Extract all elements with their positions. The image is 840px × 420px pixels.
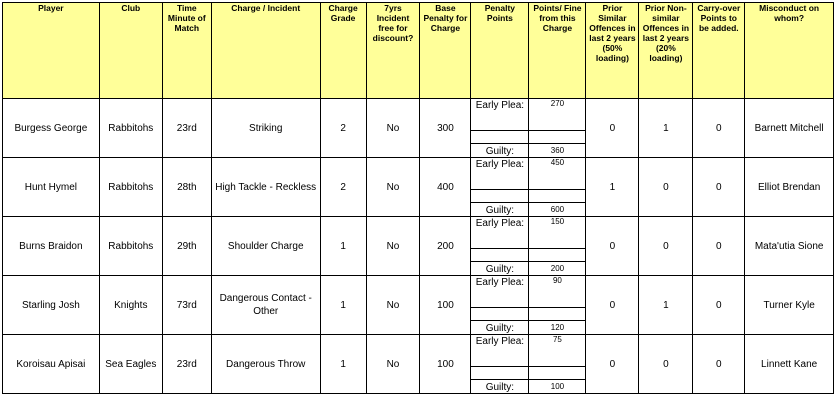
time-cell: 28th [162, 158, 211, 217]
guilty-label: Guilty: [471, 203, 529, 217]
plea-spacer [471, 367, 529, 380]
early-plea-label: Early Plea: [471, 217, 529, 249]
guilty-points: 100 [529, 380, 586, 394]
early-plea-points: 150 [529, 217, 586, 249]
free-cell: No [366, 217, 420, 276]
guilty-label: Guilty: [471, 380, 529, 394]
carry-over-cell: 0 [693, 99, 745, 158]
charge-cell: Dangerous Contact - Other [211, 276, 320, 335]
header-time: Time Minute of Match [162, 3, 211, 99]
free-cell: No [366, 276, 420, 335]
plea-spacer [471, 190, 529, 203]
prior-nonsimilar-cell: 1 [639, 99, 693, 158]
charge-cell: Striking [211, 99, 320, 158]
guilty-label: Guilty: [471, 262, 529, 276]
prior-similar-cell: 0 [586, 335, 639, 394]
free-cell: No [366, 335, 420, 394]
base-cell: 100 [420, 335, 471, 394]
prior-similar-cell: 0 [586, 99, 639, 158]
time-cell: 23rd [162, 99, 211, 158]
grade-cell: 1 [320, 335, 366, 394]
misconduct-cell: Mata'utia Sione [745, 217, 834, 276]
early-plea-label: Early Plea: [471, 276, 529, 308]
player-cell: Starling Josh [3, 276, 100, 335]
misconduct-cell: Turner Kyle [745, 276, 834, 335]
table-row [3, 99, 834, 131]
early-plea-label: Early Plea: [471, 99, 529, 131]
early-plea-label: Early Plea: [471, 158, 529, 190]
early-plea-points: 90 [529, 276, 586, 308]
plea-spacer [471, 249, 529, 262]
guilty-points: 360 [529, 144, 586, 158]
player-cell: Burgess George [3, 99, 100, 158]
carry-over-cell: 0 [693, 335, 745, 394]
player-cell: Hunt Hymel [3, 158, 100, 217]
charge-cell: Dangerous Throw [211, 335, 320, 394]
grade-cell: 2 [320, 158, 366, 217]
early-plea-label: Early Plea: [471, 335, 529, 367]
guilty-label: Guilty: [471, 144, 529, 158]
header-prior-similar: Prior Similar Offences in last 2 years (50% loading) [586, 3, 639, 99]
prior-nonsimilar-cell: 0 [639, 158, 693, 217]
free-cell: No [366, 99, 420, 158]
early-plea-points: 450 [529, 158, 586, 190]
header-base: Base Penalty for Charge [420, 3, 471, 99]
prior-nonsimilar-cell: 0 [639, 217, 693, 276]
table-row [3, 276, 834, 308]
points-spacer [529, 367, 586, 380]
points-spacer [529, 249, 586, 262]
table-row [3, 335, 834, 367]
early-plea-points: 75 [529, 335, 586, 367]
base-cell: 300 [420, 99, 471, 158]
prior-nonsimilar-cell: 0 [639, 335, 693, 394]
table-row [3, 158, 834, 190]
header-penalty-points: Penalty Points [471, 3, 529, 99]
time-cell: 73rd [162, 276, 211, 335]
club-cell: Knights [99, 276, 162, 335]
guilty-label: Guilty: [471, 321, 529, 335]
plea-spacer [471, 131, 529, 144]
player-cell: Koroisau Apisai [3, 335, 100, 394]
charge-cell: High Tackle - Reckless [211, 158, 320, 217]
plea-spacer [471, 308, 529, 321]
points-spacer [529, 131, 586, 144]
prior-nonsimilar-cell: 1 [639, 276, 693, 335]
header-row [3, 3, 834, 99]
grade-cell: 1 [320, 276, 366, 335]
misconduct-cell: Elliot Brendan [745, 158, 834, 217]
header-points-fine: Points/ Fine from this Charge [529, 3, 586, 99]
table-row [3, 217, 834, 249]
charge-cell: Shoulder Charge [211, 217, 320, 276]
club-cell: Rabbitohs [99, 99, 162, 158]
header-grade: Charge Grade [320, 3, 366, 99]
prior-similar-cell: 1 [586, 158, 639, 217]
grade-cell: 1 [320, 217, 366, 276]
header-carry-over: Carry-over Points to be added. [693, 3, 745, 99]
grade-cell: 2 [320, 99, 366, 158]
header-prior-nonsimilar: Prior Non-similar Offences in last 2 years (20% loading) [639, 3, 693, 99]
header-player: Player [3, 3, 100, 99]
carry-over-cell: 0 [693, 217, 745, 276]
base-cell: 200 [420, 217, 471, 276]
early-plea-points: 270 [529, 99, 586, 131]
club-cell: Sea Eagles [99, 335, 162, 394]
time-cell: 29th [162, 217, 211, 276]
prior-similar-cell: 0 [586, 217, 639, 276]
free-cell: No [366, 158, 420, 217]
guilty-points: 120 [529, 321, 586, 335]
time-cell: 23rd [162, 335, 211, 394]
club-cell: Rabbitohs [99, 217, 162, 276]
header-charge: Charge / Incident [211, 3, 320, 99]
guilty-points: 600 [529, 203, 586, 217]
club-cell: Rabbitohs [99, 158, 162, 217]
header-misconduct: Misconduct on whom? [745, 3, 834, 99]
guilty-points: 200 [529, 262, 586, 276]
carry-over-cell: 0 [693, 276, 745, 335]
misconduct-cell: Linnett Kane [745, 335, 834, 394]
carry-over-cell: 0 [693, 158, 745, 217]
prior-similar-cell: 0 [586, 276, 639, 335]
base-cell: 100 [420, 276, 471, 335]
header-club: Club [99, 3, 162, 99]
points-spacer [529, 190, 586, 203]
player-cell: Burns Braidon [3, 217, 100, 276]
base-cell: 400 [420, 158, 471, 217]
charges-table [2, 2, 834, 394]
header-free: 7yrs Incident free for discount? [366, 3, 420, 99]
misconduct-cell: Barnett Mitchell [745, 99, 834, 158]
points-spacer [529, 308, 586, 321]
